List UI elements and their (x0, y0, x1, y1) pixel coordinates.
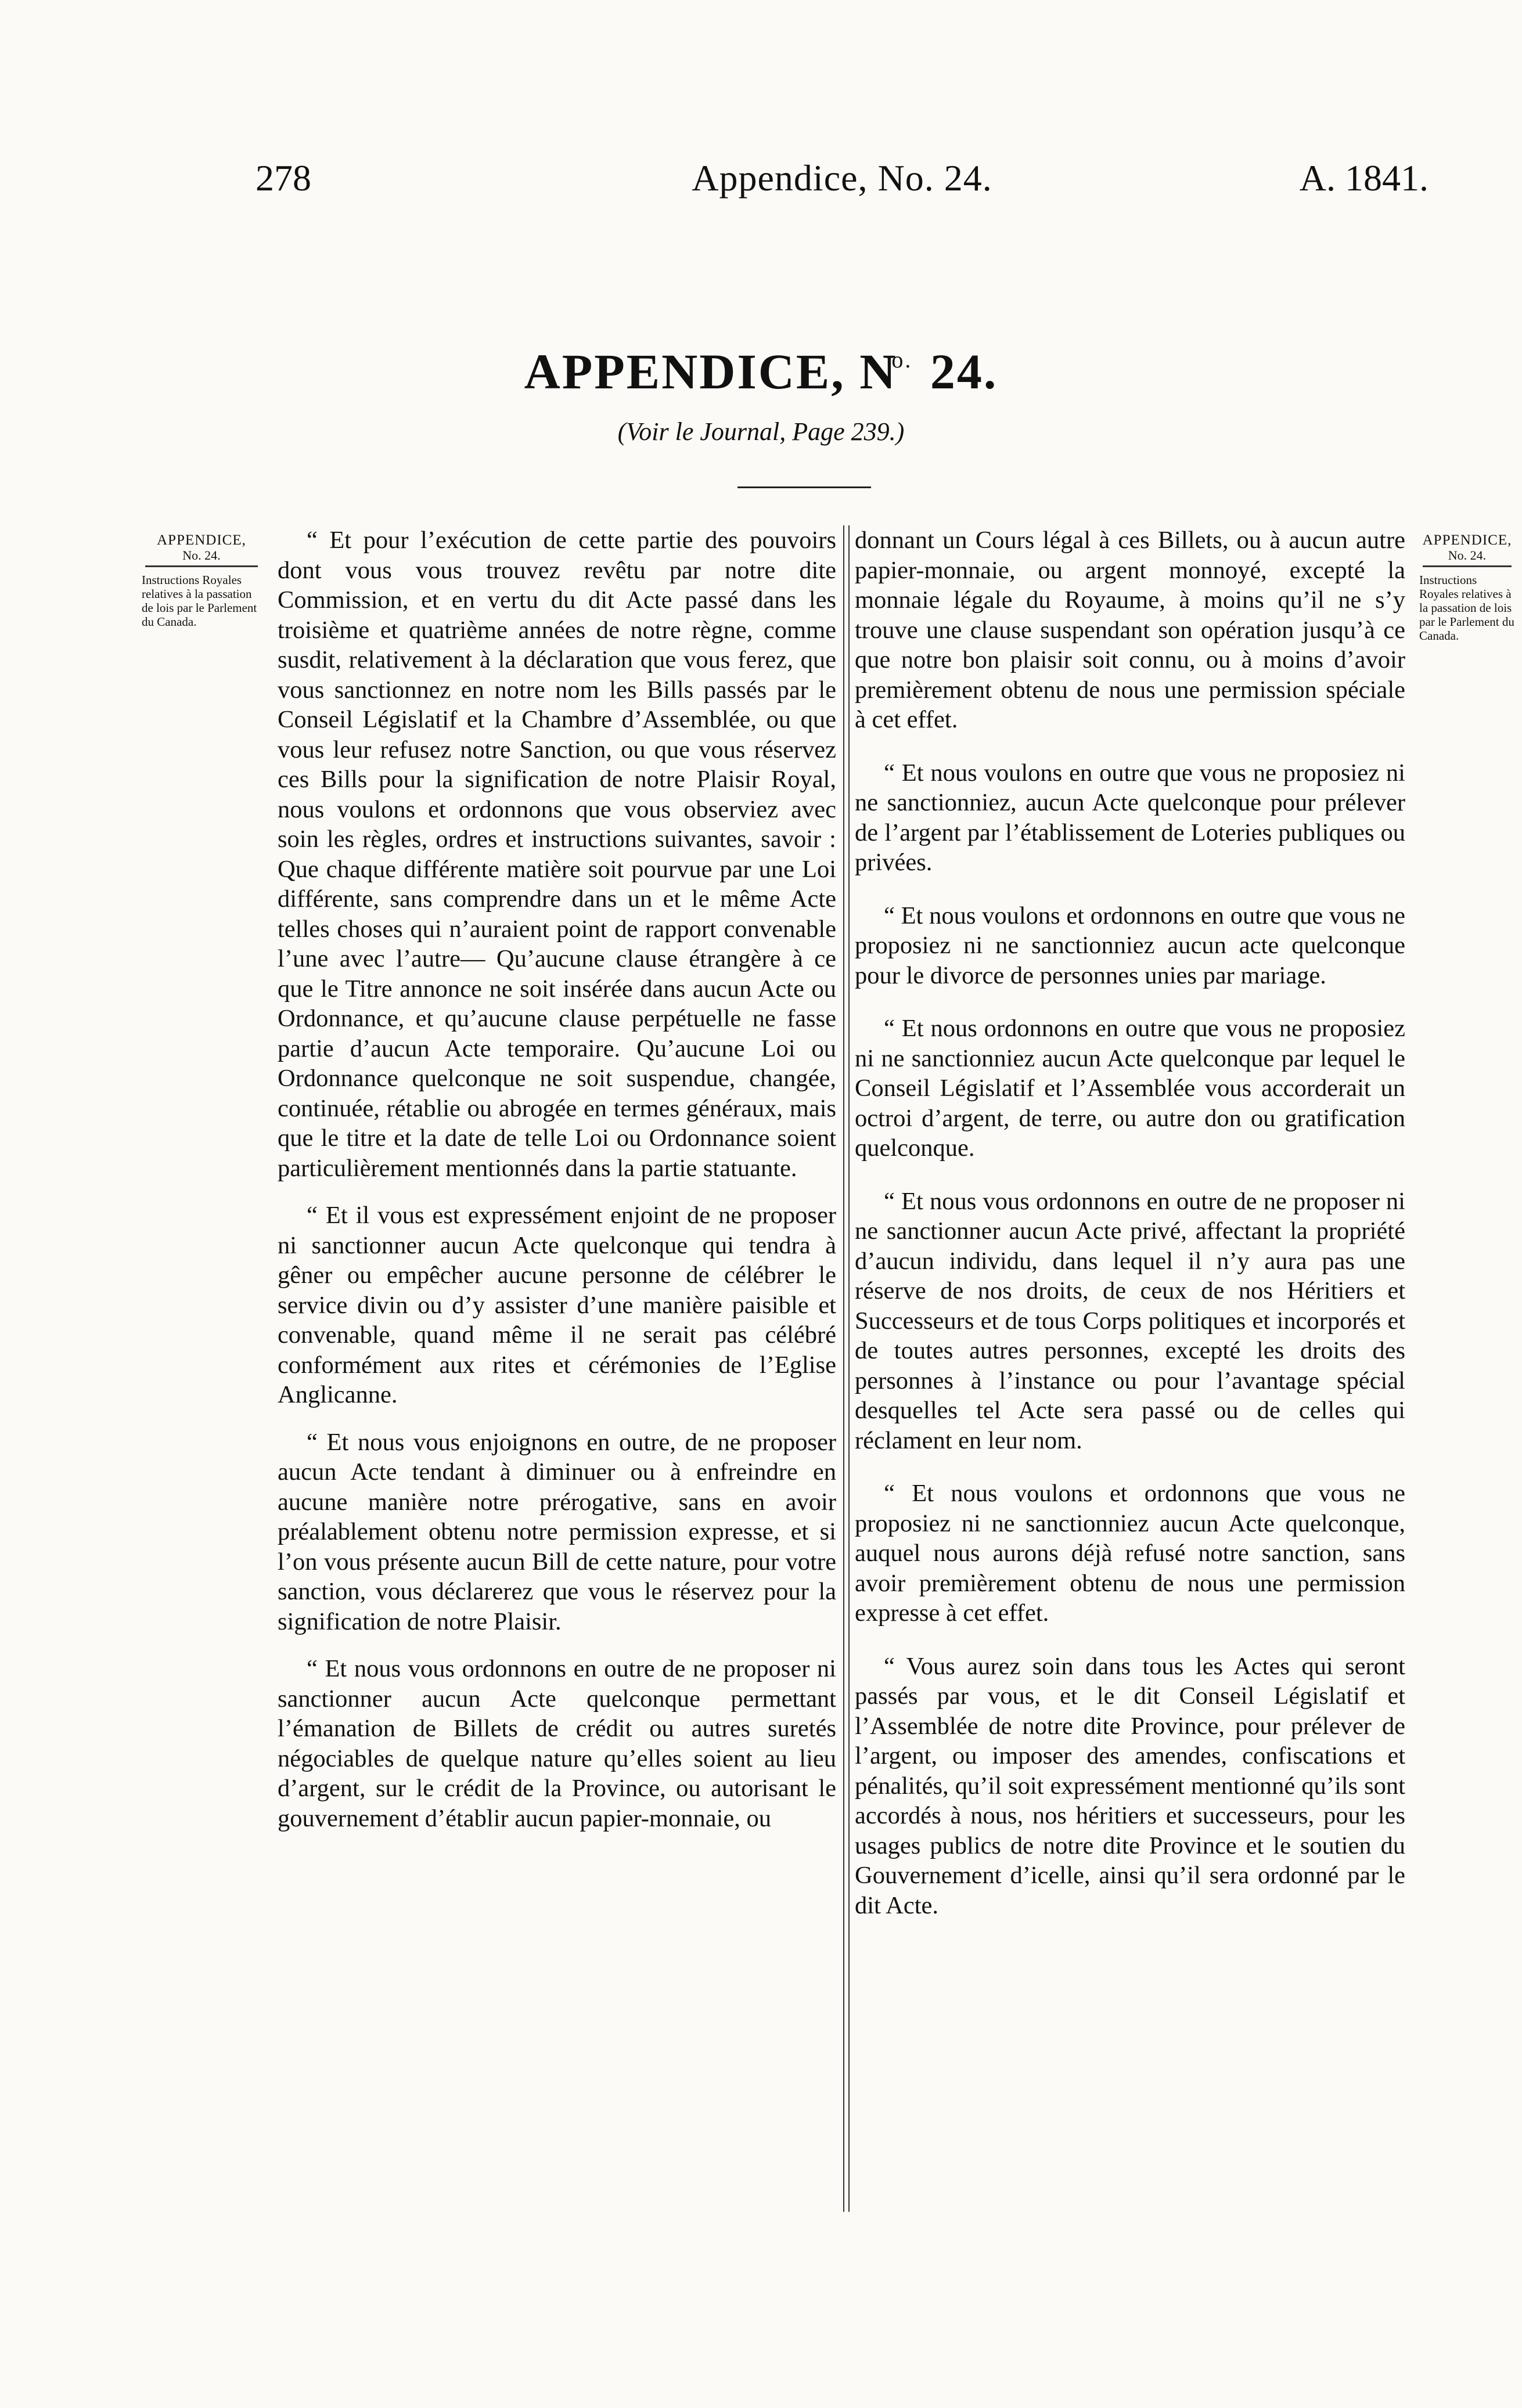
left-column (278, 525, 836, 1851)
page-subtitle: (Voir le Journal, Page 239.) (617, 417, 905, 446)
paragraph: “ Et il vous est expressément enjoint de ne proposer ni sanctionner aucun Acte quelconque qui tendra à gêner ou empêcher aucune personne de célébrer le service divin ou d’y assister d’une manière paisible et convenable, quand même il ne serait pas célébré conformément aux rites et cérémonies de l’Eglise Anglicanne. (278, 1202, 836, 1408)
title-num: 24. (930, 344, 998, 399)
margin-note-number: No. 24. (1423, 548, 1512, 567)
title-sup: o. (891, 347, 913, 373)
running-header (256, 157, 1429, 209)
right-column (855, 525, 1405, 1944)
page-number: 278 (256, 157, 311, 199)
paragraph: “ Et nous voulons en outre que vous ne proposiez ni ne sanctionniez, aucun Acte quelconque pour prélever de l’argent par l’établissement de Loteries publiques ou privées. (855, 759, 1405, 876)
paragraph: “ Et nous ordonnons en outre que vous ne proposiez ni ne sanctionniez aucun Acte quelconque par lequel le Conseil Législatif et l’Assemblée vous accorderait un octroi d’argent, de terre, ou autre don ou gratification quelconque. (855, 1015, 1405, 1162)
margin-note-right (1412, 533, 1522, 643)
paragraph: “ Et nous voulons et ordonnons que vous ne proposiez ni ne sanctionniez aucun Acte quelconque, auquel nous aurons déjà refusé notre sanction, sans avoir premièrement obtenu de nous une permission expresse à cet effet. (855, 1480, 1405, 1627)
paragraph: “ Et nous vous enjoignons en outre, de ne proposer aucun Acte tendant à diminuer ou à enfreindre en aucune manière notre prérogative, sans en avoir préalablement obtenu notre permission expresse, et si l’on vous présente aucun Bill de cette nature, pour votre sanction, vous déclarerez que vous le réservez pour la signification de notre Plaisir. (278, 1428, 836, 1635)
running-title: Appendice, No. 24. (692, 157, 992, 199)
paragraph: “ Et pour l’exécution de cette partie des pouvoirs dont vous vous trouvez revêtu par notre dite Commission, et en vertu du dit Acte passé dans les troisième et quatrième années de notre règne, comme susdit, relativement à la déclaration que vous ferez, que vous sanctionnez en notre nom les Bills passés par le Conseil Législatif et la Chambre d’Assemblée, ou que vous leur refusez notre Sanction, ou que vous réservez ces Bills pour la signification de notre Plaisir Royal, nous voulons et ordonnons que vous observiez avec soin les règles, ordres et instructions suivantes, savoir : Que chaque différente matière soit pourvue par une Loi différente, sans comprendre dans un et le même Acte telles choses qui n’auraient point de rapport convenable l’une avec l’autre— Qu’aucune clause étrangère à ce que le Titre annonce ne soit insérée dans aucun Acte ou Ordonnance, et qu’aucune clause perpétuelle ne fasse partie d’aucun Acte temporaire. Qu’aucune Loi ou Ordonnance quelconque ne soit suspendue, changée, continuée, rétablie ou abrogée en termes généraux, mais que le titre et la date de telle Loi ou Ordonnance soient particulièrement mentionnés dans la partie statuante. (278, 527, 836, 1182)
margin-note-left (135, 533, 268, 629)
paragraph: “ Et nous voulons et ordonnons en outre que vous ne proposiez ni ne sanctionniez aucun acte quelconque pour le divorce de personnes unies par mariage. (855, 902, 1405, 989)
page-title (0, 343, 1522, 401)
margin-note-text: Instructions Royales relatives à la passation de lois par le Parlement du Canada. (142, 573, 257, 629)
paragraph: “ Et nous vous ordonnons en outre de ne proposer ni sanctionner aucun Acte quelconque permettant l’émanation de Billets de crédit ou autres suretés négociables de quelque nature qu’elles soient au lieu d’argent, sur le crédit de la Province, ou autorisant le gouvernement d’établir aucun papier-monnaie, ou (278, 1655, 836, 1832)
paragraph: “ Et nous vous ordonnons en outre de ne proposer ni ne sanctionner aucun Acte privé, affectant la propriété d’aucun individu, dans lequel il n’y aura pas une réserve de nos droits, de ceux de nos Héritiers et Successeurs et de tous Corps politiques et incorporés et de toutes autres personnes, excepté les droits des personnes à l’instance ou pour l’avantage spécial desquelles tel Acte sera passé ou de celles qui réclament en leur nom. (855, 1187, 1405, 1454)
margin-note-title: APPENDICE, (1422, 533, 1512, 548)
year-label: A. 1841. (1299, 157, 1429, 199)
margin-note-title: APPENDICE, (157, 532, 246, 548)
paragraph: “ Vous aurez soin dans tous les Actes qui seront passés par vous, et le dit Conseil Législatif et l’Assemblée de notre dite Province, pour prélever de l’argent, ou imposer des amendes, confiscations et pénalités, qu’il soit expressément mentionné qu’ils sont accordés à nous, nos héritiers et successeurs, pour les usages publics de notre dite Province et le soutien du Gouvernement d’icelle, ainsi qu’il sera ordonné par le dit Acte. (855, 1652, 1405, 1919)
title-rule (737, 486, 871, 488)
margin-note-text: Instructions Royales relatives à la passation de lois par le Parlement du Canada. (1419, 573, 1514, 643)
column-divider (843, 525, 850, 2212)
title-main: APPENDICE, N (524, 344, 898, 399)
paragraph: donnant un Cours légal à ces Billets, ou à aucun autre papier-monnaie, ou argent monnoyé, excepté la monnaie légale du Royaume, à moins qu’il ne s’y trouve une clause suspendant son opération jusqu’à ce que notre bon plaisir soit connu, ou à moins d’avoir premièrement obtenu de nous une permission spéciale à cet effet. (855, 527, 1405, 733)
margin-note-number: No. 24. (145, 548, 258, 567)
